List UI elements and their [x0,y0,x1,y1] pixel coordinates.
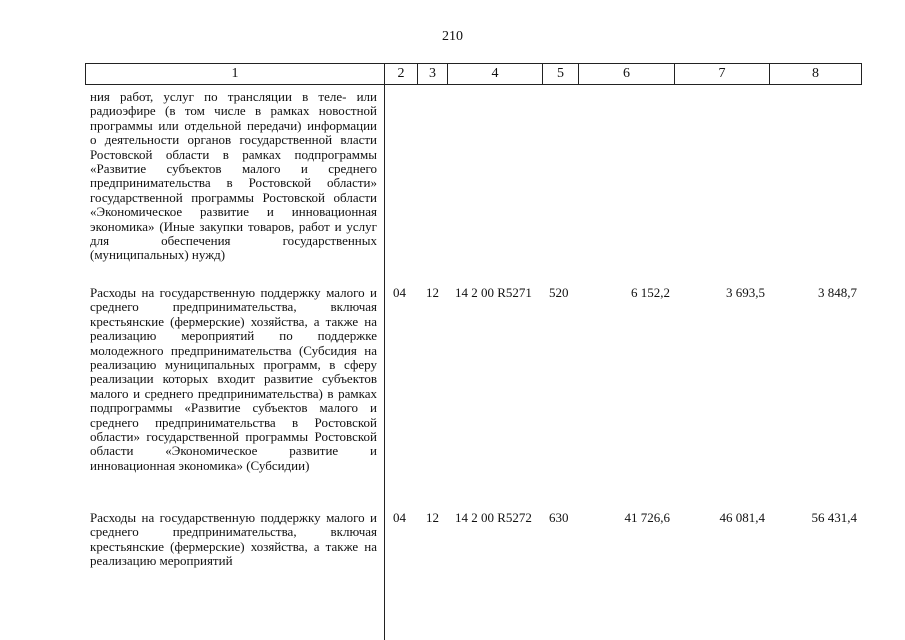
row-1-description: ния работ, услуг по трансляции в теле- или радиоэфире (в том числе в рамках новостной программы или отдельной передачи) информации о деятельности органов государственной власти Ростовской области в рамках подпрограммы «Развитие субъектов малого и среднего предпринимательства в Ростовской области» государственной программы Ростовской области «Экономическое развитие и инновационная экономика» (Иные закупки товаров, работ и услуг для обеспечения государственных (муниципальных) нужд) [90,89,377,263]
header-col-1: 1 [85,63,384,85]
row-2-col-3: 12 [426,285,439,300]
row-2-col-7: 3 693,5 [726,285,765,300]
row-2-col-2: 04 [393,285,406,300]
row-2-description: Расходы на государственную поддержку малого и среднего предпринимательства, включая крестьянские (фермерские) хозяйства, а также на реализацию мероприятий по поддержке молодежного предпринимательства (Субсидия на реализацию муниципальных программ, в сферу реализации которых входит развитие субъектов малого и среднего предпринимательства) в рамках подпрограммы «Развитие субъектов малого и среднего предпринимательства в Ростовской области» государственной программы Ростовской области «Экономическое развитие и инновационная экономика» (Субсидии) [90,285,377,473]
row-3-col-8: 56 431,4 [811,510,857,525]
page-number: 210 [442,29,463,44]
header-col-4: 4 [447,63,542,85]
row-2-col-4: 14 2 00 R5271 [455,285,532,300]
row-2-col-6: 6 152,2 [631,285,670,300]
row-3-col-6: 41 726,6 [624,510,670,525]
row-3-col-5: 630 [549,510,569,525]
column-divider [384,63,385,640]
row-3-col-2: 04 [393,510,406,525]
header-col-2: 2 [384,63,417,85]
header-col-8: 8 [769,63,862,85]
header-col-7: 7 [674,63,769,85]
header-col-5: 5 [542,63,578,85]
header-col-6: 6 [578,63,674,85]
header-col-3: 3 [417,63,447,85]
row-3-col-3: 12 [426,510,439,525]
row-2-col-5: 520 [549,285,569,300]
row-3-description: Расходы на государственную поддержку малого и среднего предпринимательства, включая крестьянские (фермерские) хозяйства, а также на реализацию мероприятий [90,510,377,569]
row-3-col-7: 46 081,4 [719,510,765,525]
row-3-col-4: 14 2 00 R5272 [455,510,532,525]
row-2-col-8: 3 848,7 [818,285,857,300]
